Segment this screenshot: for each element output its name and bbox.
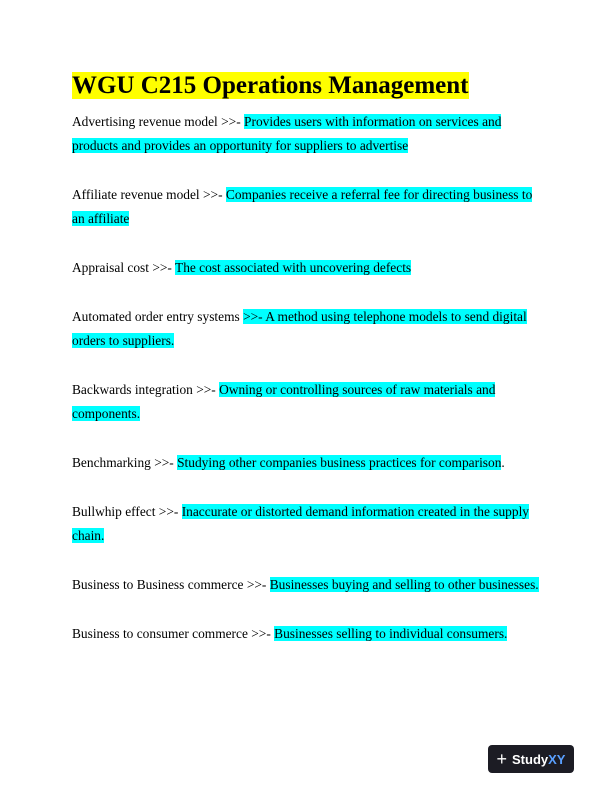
separator: >>- [150, 455, 178, 470]
glossary-entry [72, 622, 546, 646]
glossary-definition: Provides users with information on services and products and provides an opportunity for suppliers to advertise [72, 114, 502, 153]
glossary-term: Business to Business commerce [72, 577, 244, 592]
page-title [72, 70, 469, 101]
glossary-term: Bullwhip effect [72, 504, 156, 519]
glossary-entry [72, 451, 546, 475]
glossary-term: Benchmarking [72, 455, 151, 470]
separator: >>- [199, 187, 226, 202]
separator: >>- [155, 504, 182, 519]
glossary-definition: Owning or controlling sources of raw materials and components. [72, 382, 496, 421]
separator: >>- [217, 114, 245, 129]
glossary-entry [72, 305, 546, 353]
separator: >>- [247, 626, 275, 641]
glossary-entry [72, 256, 546, 280]
separator: >>- [243, 577, 270, 592]
glossary-definition: Businesses buying and selling to other businesses. [269, 577, 539, 592]
trailing-text: . [501, 455, 505, 470]
glossary-term: Business to consumer commerce [72, 626, 248, 641]
glossary-list [72, 110, 546, 671]
separator: >>- [148, 260, 176, 275]
brand-name-main: Study [512, 751, 549, 767]
glossary-definition: The cost associated with uncovering defects [175, 260, 412, 275]
glossary-term: Backwards integration [72, 382, 193, 397]
glossary-definition: Companies receive a referral fee for directing business to an affiliate [72, 187, 533, 226]
glossary-entry [72, 110, 546, 158]
glossary-term: Affiliate revenue model [72, 187, 200, 202]
glossary-term: Automated order entry systems [72, 309, 240, 324]
glossary-definition: >>- A method using telephone models to send digital orders to suppliers. [72, 309, 527, 348]
glossary-definition: Studying other companies business practices for comparison [177, 455, 502, 470]
glossary-entry [72, 573, 546, 597]
plus-icon: + [496, 749, 508, 769]
glossary-entry [72, 500, 546, 548]
glossary-definition: Businesses selling to individual consumers. [274, 626, 508, 641]
brand-name-accent: XY [548, 751, 566, 767]
glossary-term: Advertising revenue model [72, 114, 218, 129]
glossary-term: Appraisal cost [72, 260, 149, 275]
page-title-text: WGU C215 Operations Management [72, 72, 469, 99]
glossary-entry [72, 378, 546, 426]
separator: >>- [192, 382, 220, 397]
glossary-definition: Inaccurate or distorted demand information created in the supply chain. [72, 504, 529, 543]
glossary-entry [72, 183, 546, 231]
studyxy-badge[interactable] [488, 745, 574, 773]
